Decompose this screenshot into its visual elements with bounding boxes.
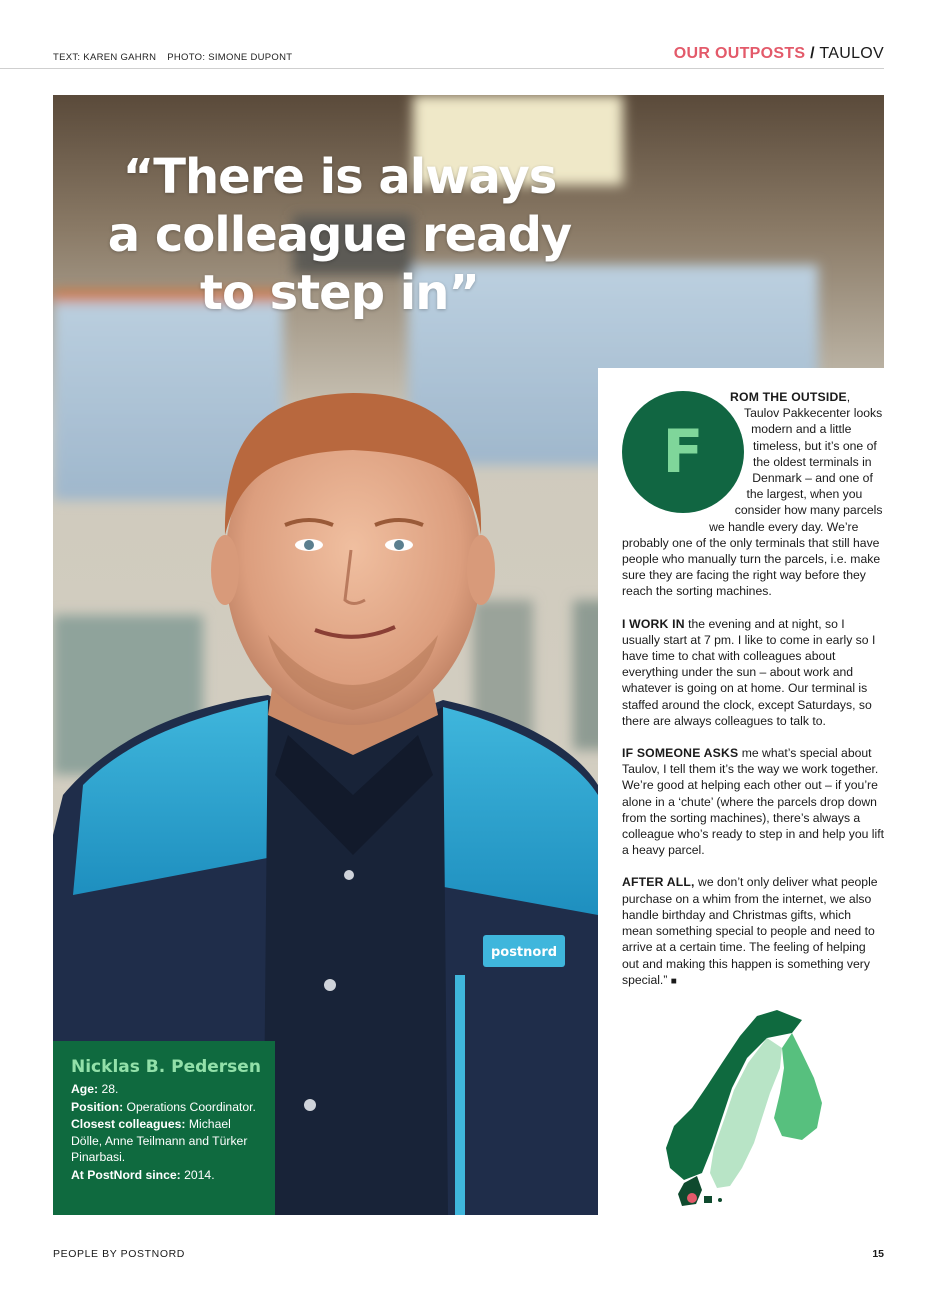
age-value: 28. — [98, 1082, 119, 1096]
dropcap-letter: F — [662, 417, 704, 487]
photo-credits — [53, 52, 292, 63]
paragraph-1-text: , Taulov Pakkecenter looks modern and a little timeless, but it’s one of the oldest terminals in Denmark – and one of the largest, when you consider how many parcels we handle every day. We’re probably one of the only terminals that still have people who manually turn the parcels, i.e. make sure they are facing the right way before they reach the sorting machines. — [622, 390, 883, 599]
profile-position — [71, 1099, 265, 1116]
paragraph-3-lead: IF SOMEONE ASKS — [622, 746, 739, 761]
vest-logo: postnord — [490, 945, 558, 960]
paragraph-3 — [622, 745, 884, 858]
profile-colleagues — [71, 1116, 265, 1166]
publication-name: PEOPLE BY POSTNORD — [53, 1248, 185, 1260]
paragraph-3-text: me what’s special about Taulov, I tell them it’s the way we work together. We’re good at helping each other out – if you’re alone in a ‘chute’ (where the parcels drop down from the sorting machines), there’s always a colleague who’s ready to step in and help you lift a heavy parcel. — [622, 746, 884, 858]
taulov-location-marker — [687, 1193, 697, 1203]
age-label: Age: — [71, 1082, 99, 1096]
profile-name: Nicklas B. Pedersen — [71, 1057, 261, 1077]
paragraph-2-text: the evening and at night, so I usually start at 7 pm. I like to come in early so I have time to chat with colleagues about everything under the sun – about work and whatever is going on at home. Our terminal is staffed around the clock, except Saturdays, so there are always colleagues to talk to. — [622, 616, 876, 728]
section-divider: / — [810, 45, 815, 62]
quote-line-1: “There is always — [122, 149, 557, 205]
paragraph-1-lead: ROM THE OUTSIDE — [730, 390, 847, 404]
page-number: 15 — [872, 1248, 884, 1260]
paragraph-4-text: we don’t only deliver what people purchase on a whim from the internet, we also handle birthday and Christmas gifts, which mean something special to people and need to arrive at a certain time. The feeling of helping out and making this happen is something very special.” — [622, 875, 878, 987]
paragraph-4-lead: AFTER ALL, — [622, 875, 695, 890]
profile-infobox — [53, 1041, 275, 1215]
nordic-map-illustration — [662, 1008, 832, 1218]
profile-since — [71, 1167, 265, 1184]
colleagues-value: Michael Dölle, Anne Teilmann and Türker Pinarbasi. — [71, 1117, 248, 1164]
position-label: Position: — [71, 1099, 124, 1114]
section-label — [674, 45, 884, 63]
quote-line-3: to step in” — [200, 265, 479, 321]
colleagues-label: Closest colleagues: — [71, 1117, 186, 1131]
profile-age — [71, 1081, 265, 1098]
headline-quote — [72, 148, 607, 322]
section-name: OUR OUTPOSTS — [673, 45, 806, 62]
paragraph-2 — [622, 616, 884, 729]
since-label: At PostNord since: — [71, 1167, 181, 1182]
section-location: TAULOV — [819, 45, 884, 62]
header-rule — [0, 68, 884, 69]
position-value: Operations Coordinator. — [123, 1099, 256, 1114]
end-mark: ■ — [670, 975, 677, 987]
since-value: 2014. — [180, 1167, 215, 1182]
text-credit: TEXT: KAREN GAHRN — [53, 52, 157, 63]
article-body — [622, 389, 884, 1006]
paragraph-2-lead: I WORK IN — [622, 616, 685, 631]
paragraph-1 — [622, 389, 884, 600]
paragraph-4 — [622, 874, 884, 989]
photo-credit: PHOTO: SIMONE DUPONT — [167, 52, 293, 63]
quote-line-2: a colleague ready — [107, 207, 572, 263]
